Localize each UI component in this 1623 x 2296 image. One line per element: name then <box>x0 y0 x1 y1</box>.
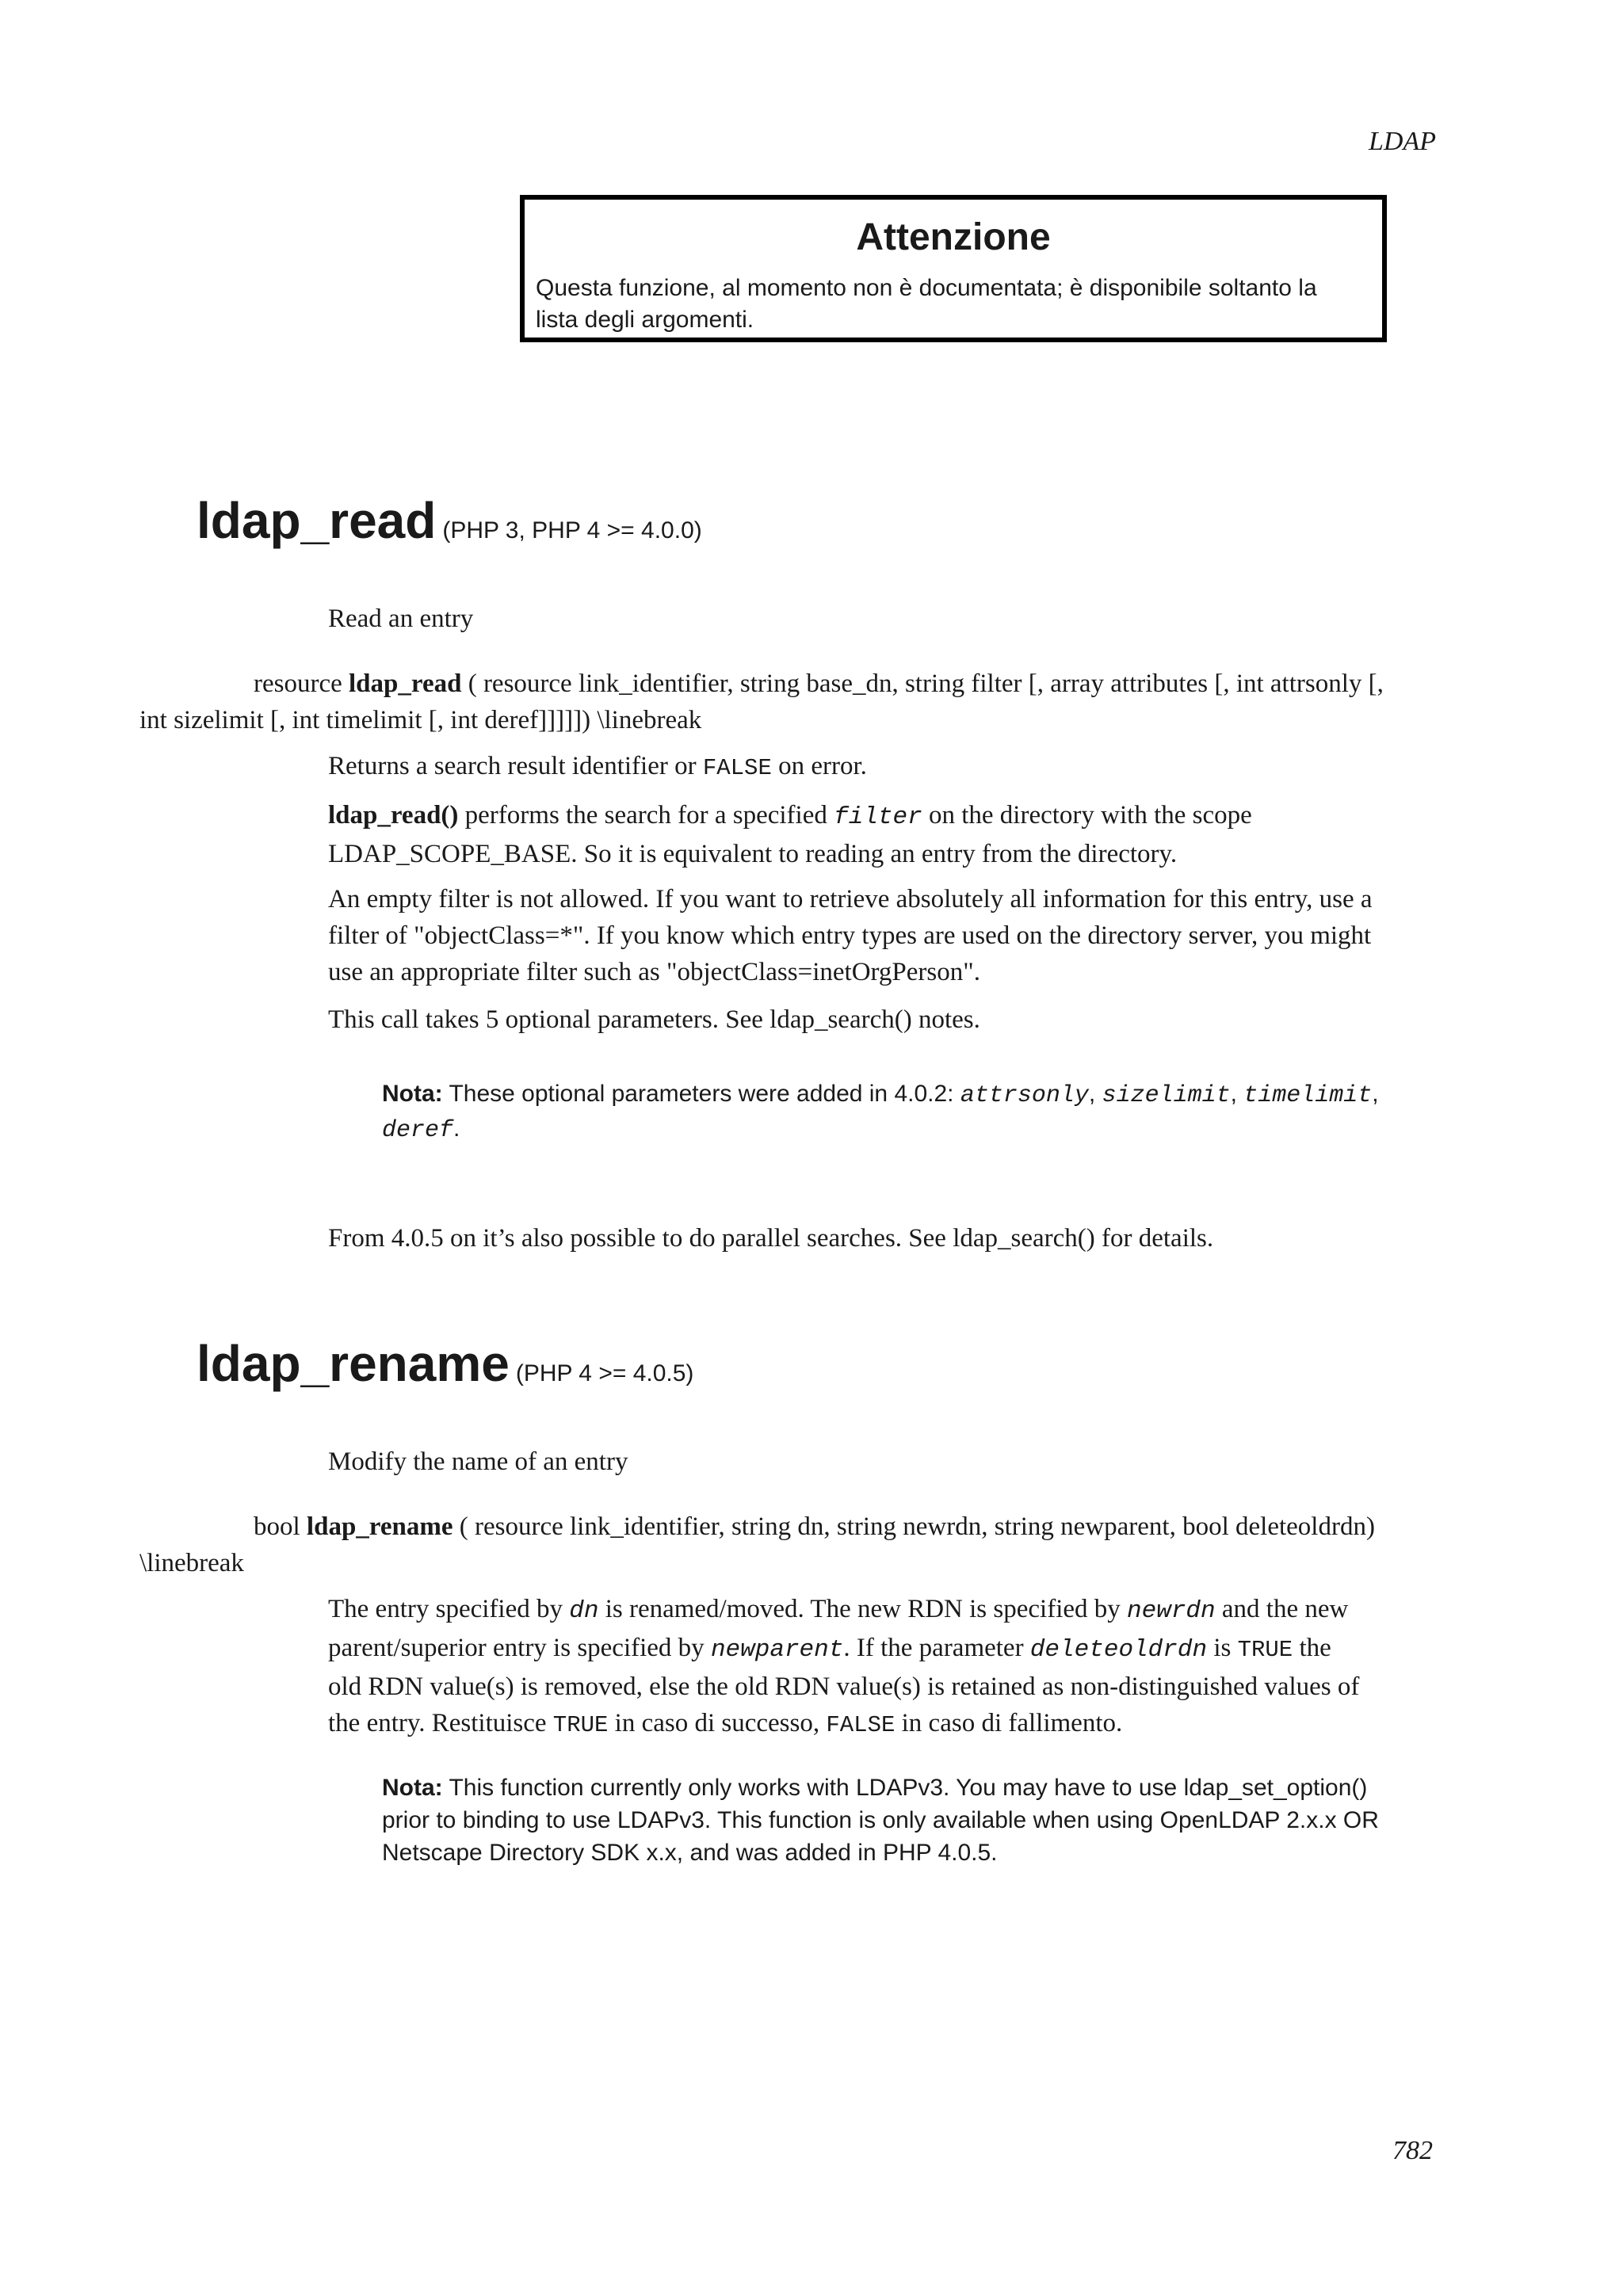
synopsis-function-name: ldap_rename <box>306 1512 453 1541</box>
parameter-deleteoldrdn: deleteoldrdn <box>1029 1636 1208 1664</box>
warning-body <box>536 273 1350 336</box>
constant-true: TRUE <box>552 1712 609 1738</box>
parameter-timelimit: timelimit <box>1243 1082 1373 1109</box>
function-purpose: Modify the name of an entry <box>328 1447 628 1476</box>
ldap-read-heading <box>197 491 702 550</box>
parameter-newrdn: newrdn <box>1127 1597 1216 1625</box>
function-version: (PHP 3, PHP 4 >= 4.0.0) <box>442 517 702 543</box>
parallel-search-paragraph: From 4.0.5 on it’s also possible to do parallel searches. See ldap_search() for details. <box>328 1224 1214 1253</box>
parameter-filter: filter <box>834 803 922 831</box>
constant-false: FALSE <box>702 755 772 781</box>
warning-title: Attenzione <box>856 216 1051 258</box>
function-synopsis: resource ldap_read ( resource link_identifier, string base_dn, string filter [, array attributes [, int attrsonly [, int sizelimit [, int timelimit [, int deref]]]]]) \linebreak <box>139 669 1384 734</box>
note-block: Nota: These optional parameters were added in 4.0.2: attrsonly, sizelimit, timelimit, deref. <box>382 1081 1379 1144</box>
function-name: ldap_read <box>197 492 437 549</box>
ldap-rename-heading <box>197 1334 693 1393</box>
return-paragraph: Returns a search result identifier or FALSE on error. <box>328 752 867 781</box>
parameter-sizelimit: sizelimit <box>1102 1082 1231 1109</box>
warning-line: lista degli argomenti. <box>536 307 754 333</box>
parameter-deref: deref <box>382 1117 454 1144</box>
function-purpose: Read an entry <box>328 605 474 633</box>
rename-description: The entry specified by dn is renamed/moved. The new RDN is specified by newrdn and the new parent/superior entry is specified by newparent. If the parameter deleteoldrdn is TRUE the old RDN value(s) is removed, else the old RDN value(s) is retained as non-distinguished values of the entry. Restituisce TRUE in caso di successo, FALSE in caso di fallimento. <box>328 1595 1360 1738</box>
running-header: LDAP <box>1369 127 1436 156</box>
description-paragraph: ldap_read() performs the search for a specified filter on the directory with the scope LDAP_SCOPE_BASE. So it is equivalent to reading an entry from the directory. <box>328 801 1252 868</box>
warning-line: Questa funzione, al momento non è documentata; è disponibile soltanto la <box>536 275 1317 301</box>
constant-false: FALSE <box>826 1712 896 1738</box>
function-name: ldap_rename <box>197 1335 510 1392</box>
function-reference: ldap_read() <box>328 801 459 830</box>
page-number: 782 <box>1392 2136 1433 2165</box>
synopsis-function-name: ldap_read <box>349 669 462 698</box>
warning-box <box>520 195 1387 342</box>
parameter-newparent: newparent <box>710 1636 844 1664</box>
function-synopsis: bool ldap_rename ( resource link_identifier, string dn, string newrdn, string newparent, bool deleteoldrdn) \linebreak <box>139 1512 1375 1577</box>
note-label: Nota: <box>382 1775 443 1801</box>
function-version: (PHP 4 >= 4.0.5) <box>515 1360 694 1386</box>
note-block: Nota: This function currently only works with LDAPv3. You may have to use ldap_set_option() prior to binding to use LDAPv3. This function is only available when using OpenLDAP 2.x.x OR Netscape Directory SDK x.x, and was added in PHP 4.0.5. <box>382 1775 1379 1866</box>
note-label: Nota: <box>382 1081 443 1107</box>
optional-params-paragraph: This call takes 5 optional parameters. See ldap_search() notes. <box>328 1005 980 1034</box>
constant-true: TRUE <box>1237 1637 1293 1663</box>
parameter-dn: dn <box>569 1597 599 1625</box>
parameter-attrsonly: attrsonly <box>960 1082 1089 1109</box>
filter-paragraph: An empty filter is not allowed. If you want to retrieve absolutely all information for this entry, use a filter of "objectClass=*". If you know which entry types are used on the directory server, you might use an appropriate filter such as "objectClass=inetOrgPerson". <box>328 885 1373 986</box>
